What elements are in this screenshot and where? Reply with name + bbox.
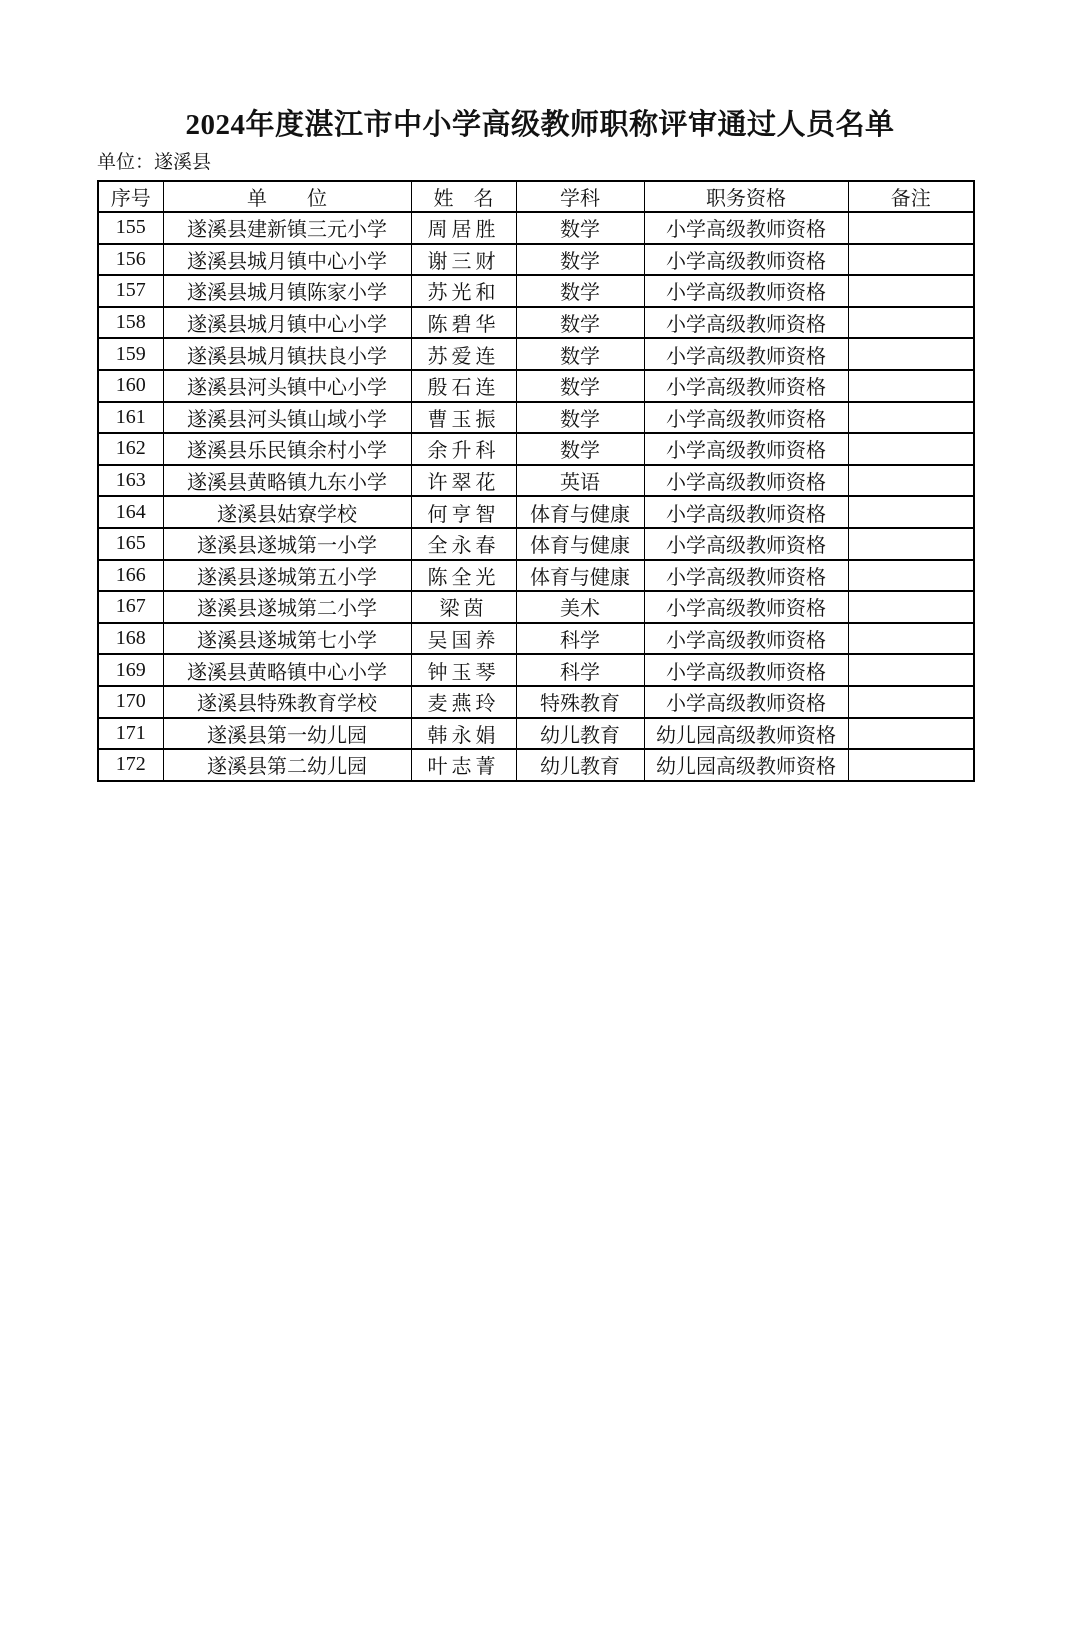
cell-subject: 体育与健康	[516, 560, 644, 592]
cell-remark	[848, 591, 974, 623]
cell-remark	[848, 623, 974, 655]
cell-subject: 体育与健康	[516, 528, 644, 560]
cell-subject: 幼儿教育	[516, 718, 644, 750]
cell-subject: 科学	[516, 623, 644, 655]
cell-unit: 遂溪县遂城第二小学	[163, 591, 411, 623]
cell-remark	[848, 528, 974, 560]
cell-remark	[848, 718, 974, 750]
cell-qualification: 小学高级教师资格	[644, 212, 848, 244]
table-row	[98, 465, 974, 497]
cell-unit: 遂溪县河头镇山域小学	[163, 402, 411, 434]
cell-qualification: 小学高级教师资格	[644, 433, 848, 465]
page-title: 2024年度湛江市中小学高级教师职称评审通过人员名单	[185, 109, 895, 141]
cell-unit: 遂溪县城月镇中心小学	[163, 244, 411, 276]
cell-name: 麦燕玲	[411, 686, 516, 718]
cell-qualification: 小学高级教师资格	[644, 560, 848, 592]
cell-unit: 遂溪县黄略镇中心小学	[163, 654, 411, 686]
cell-remark	[848, 338, 974, 370]
cell-remark	[848, 275, 974, 307]
teacher-roster-table	[97, 180, 975, 782]
cell-subject: 数学	[516, 338, 644, 370]
cell-unit: 遂溪县城月镇陈家小学	[163, 275, 411, 307]
cell-unit: 遂溪县遂城第一小学	[163, 528, 411, 560]
cell-name: 陈碧华	[411, 307, 516, 339]
cell-subject: 美术	[516, 591, 644, 623]
cell-name: 余升科	[411, 433, 516, 465]
cell-subject: 特殊教育	[516, 686, 644, 718]
cell-qualification: 小学高级教师资格	[644, 338, 848, 370]
cell-unit: 遂溪县城月镇扶良小学	[163, 338, 411, 370]
cell-subject: 数学	[516, 402, 644, 434]
cell-no: 157	[98, 275, 163, 307]
cell-qualification: 小学高级教师资格	[644, 402, 848, 434]
cell-name: 谢三财	[411, 244, 516, 276]
cell-name: 钟玉琴	[411, 654, 516, 686]
cell-unit: 遂溪县遂城第七小学	[163, 623, 411, 655]
column-header-unit: 单 位	[163, 181, 411, 212]
cell-no: 171	[98, 718, 163, 750]
cell-no: 164	[98, 496, 163, 528]
cell-remark	[848, 433, 974, 465]
cell-name: 何亨智	[411, 496, 516, 528]
table-row	[98, 275, 974, 307]
table-row	[98, 686, 974, 718]
cell-subject: 数学	[516, 433, 644, 465]
document-page	[0, 108, 1080, 782]
cell-no: 168	[98, 623, 163, 655]
cell-no: 172	[98, 749, 163, 781]
cell-remark	[848, 560, 974, 592]
cell-qualification: 小学高级教师资格	[644, 275, 848, 307]
cell-qualification: 小学高级教师资格	[644, 528, 848, 560]
cell-unit: 遂溪县第二幼儿园	[163, 749, 411, 781]
cell-qualification: 小学高级教师资格	[644, 244, 848, 276]
cell-unit: 遂溪县乐民镇余村小学	[163, 433, 411, 465]
cell-subject: 体育与健康	[516, 496, 644, 528]
table-row	[98, 307, 974, 339]
unit-label: 单位：遂溪县	[97, 152, 212, 173]
cell-remark	[848, 749, 974, 781]
cell-subject: 幼儿教育	[516, 749, 644, 781]
cell-no: 160	[98, 370, 163, 402]
cell-subject: 数学	[516, 244, 644, 276]
column-header-remark: 备注	[848, 181, 974, 212]
table-row	[98, 433, 974, 465]
cell-unit: 遂溪县特殊教育学校	[163, 686, 411, 718]
cell-remark	[848, 654, 974, 686]
cell-qualification: 小学高级教师资格	[644, 623, 848, 655]
cell-unit: 遂溪县第一幼儿园	[163, 718, 411, 750]
table-row	[98, 338, 974, 370]
cell-subject: 数学	[516, 370, 644, 402]
cell-subject: 数学	[516, 307, 644, 339]
cell-qualification: 小学高级教师资格	[644, 496, 848, 528]
cell-subject: 科学	[516, 654, 644, 686]
cell-name: 周居胜	[411, 212, 516, 244]
cell-no: 170	[98, 686, 163, 718]
cell-no: 155	[98, 212, 163, 244]
table-row	[98, 402, 974, 434]
cell-name: 许翠花	[411, 465, 516, 497]
cell-unit: 遂溪县遂城第五小学	[163, 560, 411, 592]
cell-name: 叶志菁	[411, 749, 516, 781]
cell-no: 158	[98, 307, 163, 339]
cell-name: 梁茵	[411, 591, 516, 623]
table-row	[98, 528, 974, 560]
cell-remark	[848, 402, 974, 434]
cell-name: 吴国养	[411, 623, 516, 655]
column-header-no: 序号	[98, 181, 163, 212]
cell-remark	[848, 307, 974, 339]
cell-subject: 英语	[516, 465, 644, 497]
cell-remark	[848, 370, 974, 402]
cell-name: 韩永娟	[411, 718, 516, 750]
cell-no: 162	[98, 433, 163, 465]
table-row	[98, 496, 974, 528]
cell-name: 苏光和	[411, 275, 516, 307]
table-row	[98, 591, 974, 623]
cell-unit: 遂溪县建新镇三元小学	[163, 212, 411, 244]
cell-remark	[848, 496, 974, 528]
cell-name: 全永春	[411, 528, 516, 560]
table-row	[98, 560, 974, 592]
cell-no: 163	[98, 465, 163, 497]
cell-no: 169	[98, 654, 163, 686]
cell-no: 159	[98, 338, 163, 370]
cell-qualification: 小学高级教师资格	[644, 591, 848, 623]
cell-remark	[848, 465, 974, 497]
column-header-subject: 学科	[516, 181, 644, 212]
cell-no: 161	[98, 402, 163, 434]
table-row	[98, 244, 974, 276]
cell-qualification: 小学高级教师资格	[644, 654, 848, 686]
table-row	[98, 370, 974, 402]
cell-remark	[848, 686, 974, 718]
cell-name: 曹玉振	[411, 402, 516, 434]
table-header-row	[98, 181, 974, 212]
cell-no: 165	[98, 528, 163, 560]
table-row	[98, 212, 974, 244]
cell-qualification: 小学高级教师资格	[644, 307, 848, 339]
cell-qualification: 幼儿园高级教师资格	[644, 749, 848, 781]
cell-name: 殷石连	[411, 370, 516, 402]
column-header-name: 姓 名	[411, 181, 516, 212]
table-row	[98, 623, 974, 655]
table-row	[98, 718, 974, 750]
cell-subject: 数学	[516, 275, 644, 307]
cell-remark	[848, 212, 974, 244]
cell-unit: 遂溪县姑寮学校	[163, 496, 411, 528]
cell-unit: 遂溪县河头镇中心小学	[163, 370, 411, 402]
cell-name: 陈全光	[411, 560, 516, 592]
cell-subject: 数学	[516, 212, 644, 244]
column-header-qualification: 职务资格	[644, 181, 848, 212]
cell-name: 苏爱连	[411, 338, 516, 370]
cell-no: 166	[98, 560, 163, 592]
table-row	[98, 654, 974, 686]
cell-no: 156	[98, 244, 163, 276]
cell-qualification: 小学高级教师资格	[644, 686, 848, 718]
cell-no: 167	[98, 591, 163, 623]
cell-qualification: 小学高级教师资格	[644, 370, 848, 402]
cell-qualification: 小学高级教师资格	[644, 465, 848, 497]
table-row	[98, 749, 974, 781]
cell-qualification: 幼儿园高级教师资格	[644, 718, 848, 750]
cell-remark	[848, 244, 974, 276]
cell-unit: 遂溪县城月镇中心小学	[163, 307, 411, 339]
cell-unit: 遂溪县黄略镇九东小学	[163, 465, 411, 497]
